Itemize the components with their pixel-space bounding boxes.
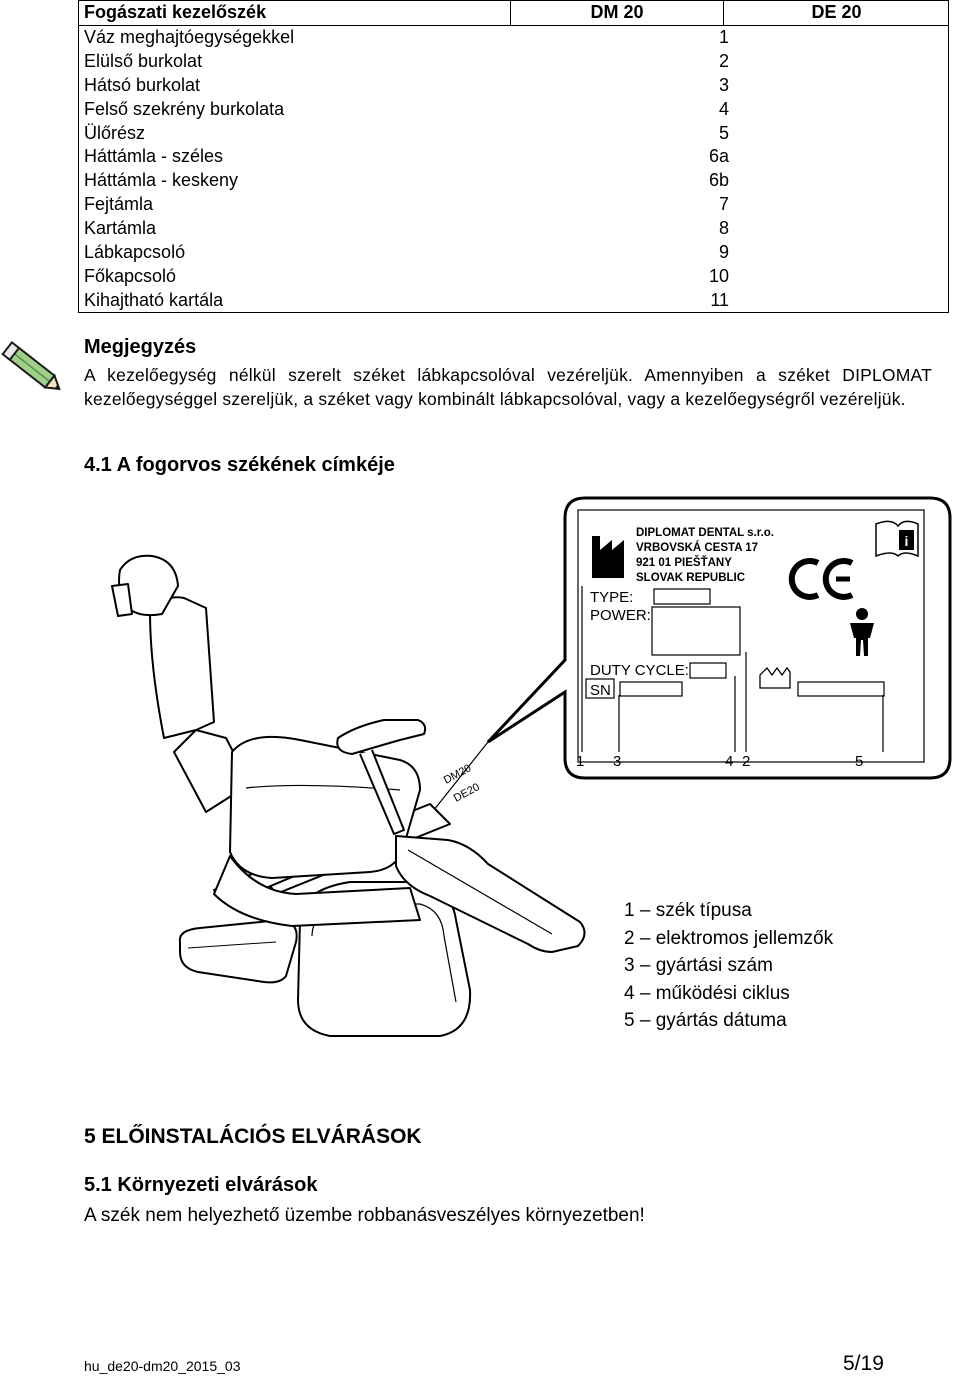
callout-number: 1 bbox=[576, 753, 585, 770]
part-name: Kihajtható kartála bbox=[84, 289, 224, 310]
company-line: DIPLOMAT DENTAL s.r.o. bbox=[636, 527, 775, 539]
section-5-heading: 5 ELŐINSTALÁCIÓS ELVÁRÁSOK bbox=[84, 1125, 422, 1148]
part-number: 10 bbox=[708, 265, 729, 286]
part-name: Kartámla bbox=[84, 218, 157, 239]
legend-item: 3 – gyártási szám bbox=[624, 955, 773, 976]
note-text: A kezelőegység nélkül szerelt széket lábkapcsolóval vezéreljük. Amennyiben a széket DIPLOMAT kezelőegységgel szereljük, a széket vagy kombinált lábkapcsolóval, vagy a kezelőegységről vezéreljük. bbox=[84, 365, 932, 409]
part-name: Elülső burkolat bbox=[84, 50, 203, 71]
table-row bbox=[78, 145, 949, 169]
table-header-row bbox=[78, 1, 949, 25]
part-number: 2 bbox=[718, 50, 729, 71]
part-name: Felső szekrény burkolata bbox=[84, 98, 285, 119]
table-row bbox=[78, 98, 949, 122]
part-name: Váz meghajtóegységekkel bbox=[84, 26, 295, 47]
part-number: 4 bbox=[718, 98, 729, 119]
callout-number: 2 bbox=[742, 753, 751, 770]
part-name: Ülőrész bbox=[84, 122, 146, 143]
legend-item: 5 – gyártás dátuma bbox=[624, 1010, 787, 1031]
footer-page-number: 5/19 bbox=[843, 1352, 884, 1375]
part-number: 8 bbox=[718, 218, 729, 239]
section-5-1-heading: 5.1 Környezeti elvárások bbox=[84, 1174, 318, 1196]
section-4-1-heading: 4.1 A fogorvos székének címkéje bbox=[84, 454, 395, 476]
part-number: 3 bbox=[718, 74, 729, 95]
footer-doc-id: hu_de20-dm20_2015_03 bbox=[84, 1358, 241, 1374]
pencil-icon bbox=[0, 336, 66, 402]
table-row bbox=[78, 169, 949, 193]
sn-label: SN bbox=[590, 682, 611, 699]
table-row bbox=[78, 265, 949, 289]
table-row bbox=[78, 241, 949, 265]
callout-number: 5 bbox=[855, 753, 864, 770]
legend-item: 2 – elektromos jellemzők bbox=[624, 927, 834, 949]
sn-field bbox=[620, 682, 682, 696]
part-number: 7 bbox=[718, 194, 729, 215]
type-label: TYPE: bbox=[590, 589, 634, 606]
legend-item: 4 – működési ciklus bbox=[624, 982, 790, 1004]
dental-chair-drawing bbox=[112, 556, 585, 1036]
duty-cycle-field bbox=[690, 663, 726, 678]
company-line: VRBOVSKÁ CESTA 17 bbox=[636, 542, 759, 554]
table-row bbox=[78, 217, 949, 241]
duty-cycle-label: DUTY CYCLE: bbox=[590, 662, 689, 679]
part-number: 5 bbox=[718, 122, 729, 143]
part-name: Lábkapcsoló bbox=[84, 242, 186, 263]
part-name: Hátsó burkolat bbox=[84, 74, 201, 95]
date-field bbox=[798, 682, 884, 696]
section-5-1-text: A szék nem helyezhető üzembe robbanásveszélyes környezetben! bbox=[84, 1205, 645, 1226]
part-number: 6b bbox=[708, 170, 729, 191]
company-line: SLOVAK REPUBLIC bbox=[636, 572, 746, 584]
label-legend bbox=[624, 897, 833, 1035]
header-de20: DE 20 bbox=[724, 1, 950, 25]
part-number: 11 bbox=[710, 289, 729, 310]
header-dm20: DM 20 bbox=[511, 1, 724, 25]
callout-number: 4 bbox=[725, 753, 734, 770]
table-row bbox=[78, 25, 949, 49]
power-label: POWER: bbox=[590, 607, 651, 624]
callout-number: 3 bbox=[613, 753, 622, 770]
chair-marking: DM20 bbox=[441, 762, 474, 787]
parts-table bbox=[78, 1, 949, 313]
part-name: Fejtámla bbox=[84, 194, 154, 215]
company-line: 921 01 PIEŠŤANY bbox=[636, 557, 732, 569]
svg-text:i: i bbox=[904, 533, 909, 549]
table-row bbox=[78, 74, 949, 98]
table-row bbox=[78, 289, 949, 313]
instructions-book-icon bbox=[876, 521, 918, 556]
header-chair-name: Fogászati kezelőszék bbox=[78, 1, 511, 25]
part-number: 6a bbox=[708, 146, 729, 167]
part-name: Főkapcsoló bbox=[84, 265, 177, 286]
table-row bbox=[78, 193, 949, 217]
table-row bbox=[78, 122, 949, 146]
part-name: Háttámla - széles bbox=[84, 146, 224, 167]
chair-marking: DE20 bbox=[451, 781, 482, 805]
part-name: Háttámla - keskeny bbox=[84, 170, 239, 191]
part-number: 1 bbox=[718, 26, 729, 47]
table-row bbox=[78, 50, 949, 74]
legend-item: 1 – szék típusa bbox=[624, 900, 752, 921]
power-field bbox=[652, 607, 740, 655]
type-field bbox=[654, 589, 710, 604]
part-number: 9 bbox=[718, 242, 729, 263]
note-title: Megjegyzés bbox=[84, 336, 197, 358]
